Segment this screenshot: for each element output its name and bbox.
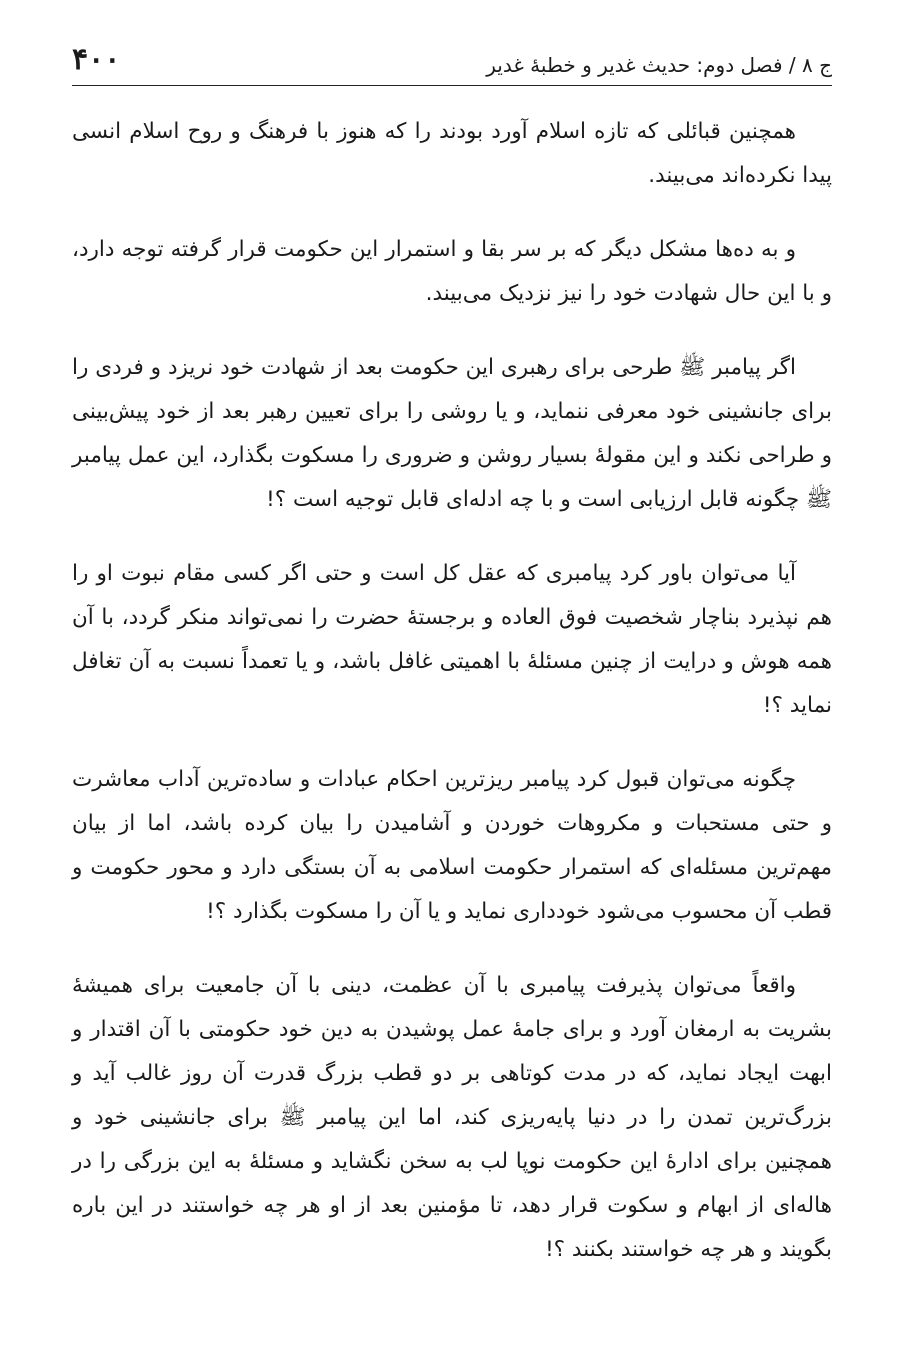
page-body — [72, 110, 832, 1272]
paragraph: آیا می‌توان باور کرد پیامبری که عقل کل است و حتی اگر کسی مقام نبوت او را هم نپذیرد بناچار شخصیت فوق العاده و برجستهٔ حضرت را نمی‌تواند منکر گردد، با آن همه هوش و درایت از چنین مسئلهٔ با اهمیتی غافل باشد، و یا تعمداً نسبت به آن تغافل نماید ؟! — [72, 561, 832, 718]
paragraph: همچنین قبائلی که تازه اسلام آورد بودند را که هنوز با فرهنگ و روح اسلام انسی پیدا نکرده‌اند می‌بیند. — [72, 119, 832, 188]
paragraph: چگونه می‌توان قبول کرد پیامبر ریزترین احکام عبادات و ساده‌ترین آداب معاشرت و حتی مستحبات و مکروهات خوردن و آشامیدن را بیان کرده باشد، اما از بیان مهم‌ترین مسئله‌ای که استمرار حکومت اسلامی به آن بستگی دارد و محور حکومت و قطب آن محسوب می‌شود خودداری نماید و یا آن را مسکوت بگذارد ؟! — [72, 767, 832, 924]
running-title: ج ۸ / فصل دوم: حدیث غدیر و خطبهٔ غدیر — [486, 53, 832, 77]
paragraph: اگر پیامبر ﷺ طرحی برای رهبری این حکومت بعد از شهادت خود نریزد و فردی را برای جانشینی خود معرفی ننماید، و یا روشی را برای تعیین رهبر بعد از خود پیش‌بینی و طراحی نکند و این مقولهٔ بسیار روشن و ضروری را مسکوت بگذارد، این عمل پیامبر ﷺ چگونه قابل ارزیابی است و با چه ادله‌ای قابل توجیه است ؟! — [72, 355, 832, 512]
page-number: ۴۰۰ — [72, 42, 121, 77]
paragraph: واقعاً می‌توان پذیرفت پیامبری با آن عظمت، دینی با آن جامعیت برای همیشهٔ بشریت به ارمغان آورد و برای جامهٔ عمل پوشیدن به دین خود حکومتی با آن اقتدار و ابهت ایجاد نماید، که در مدت کوتاهی بر دو قطب بزرگ قدرت آن روز غالب آید و بزرگ‌ترین تمدن را در دنیا پایه‌ریزی کند، اما این پیامبر ﷺ برای جانشینی خود و همچنین برای ادارهٔ این حکومت نوپا لب به سخن نگشاید و مسئلهٔ به این بزرگی را در هاله‌ای از ابهام و سکوت قرار دهد، تا مؤمنین بعد از او هر چه خواستند در این باره بگویند و هر چه خواستند بکنند ؟! — [72, 973, 832, 1262]
paragraph: و به ده‌ها مشکل دیگر که بر سر بقا و استمرار این حکومت قرار گرفته توجه دارد، و با این حال شهادت خود را نیز نزدیک می‌بیند. — [72, 237, 832, 306]
page-header — [72, 34, 832, 86]
